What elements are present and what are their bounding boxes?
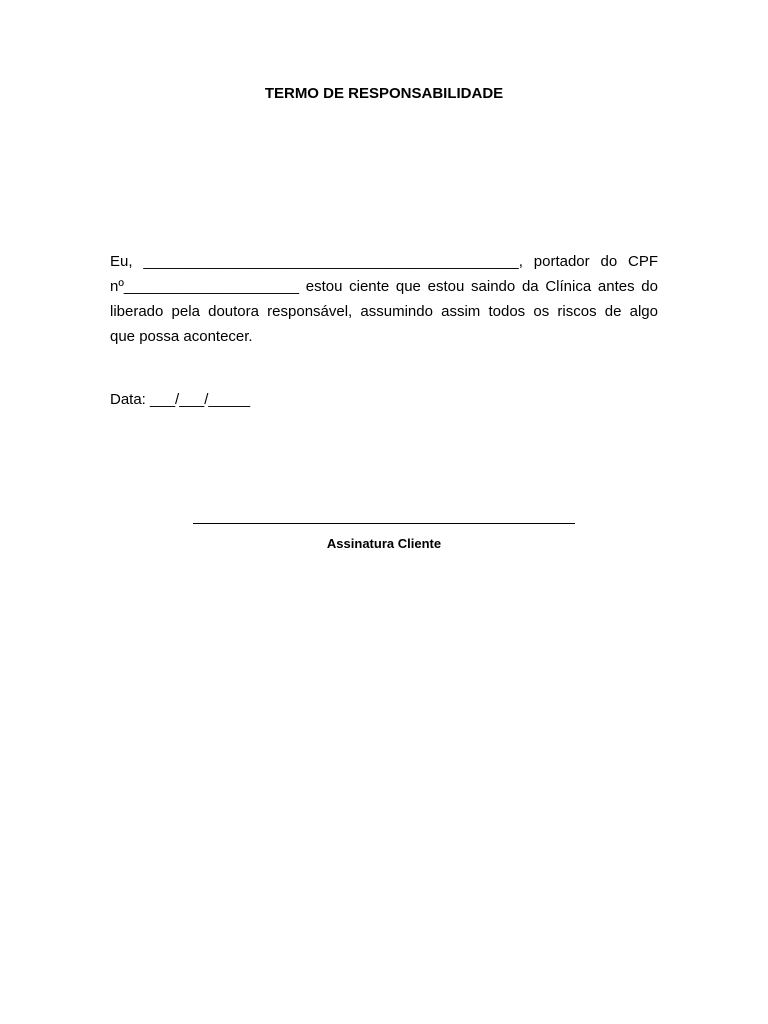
paragraph-line-3: liberado pela doutora responsável, assumindo assim todos os riscos de algo [110, 303, 658, 320]
signature-line [193, 523, 575, 524]
paragraph-line-1: Eu, _____________________________________________, portador do CPF [110, 253, 658, 270]
date-field: Data: ___/___/_____ [110, 391, 251, 408]
paragraph-line-2: nº_____________________ estou ciente que estou saindo da Clínica antes do [110, 278, 658, 295]
signature-label: Assinatura Cliente [326, 536, 442, 551]
document-title: TERMO DE RESPONSABILIDADE [264, 85, 504, 102]
paragraph-line-4: que possa acontecer. [110, 328, 253, 345]
